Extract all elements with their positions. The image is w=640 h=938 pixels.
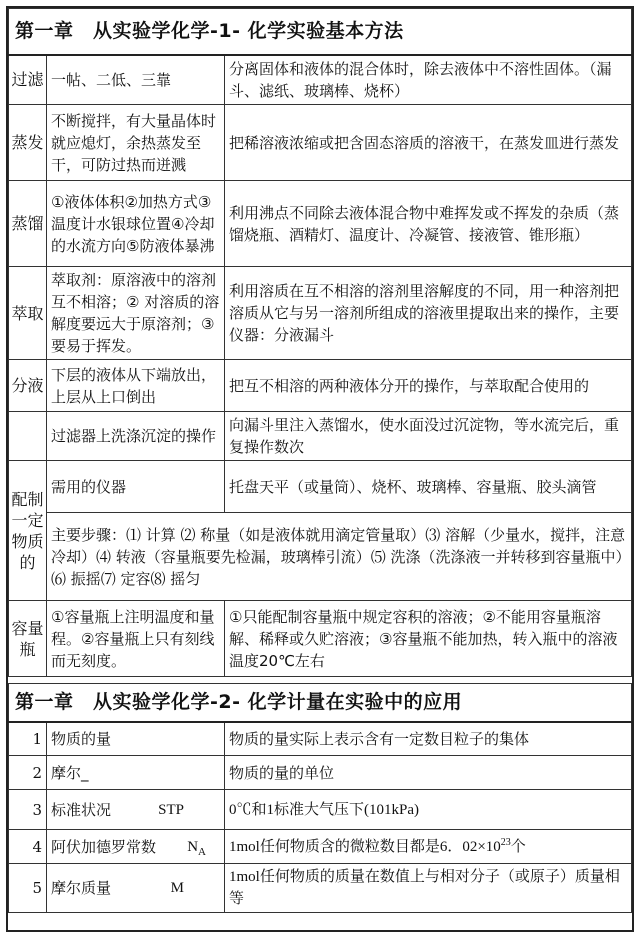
table-row (9, 267, 632, 360)
row-number: 5 (9, 864, 47, 913)
row-number: 3 (9, 790, 47, 830)
definition-text: 1mol任何物质含的微粒数目都是6．02×10 (229, 838, 501, 855)
term: 标准状况 (51, 800, 112, 819)
chapter1-table (8, 8, 632, 677)
row-description: ①只能配制容量瓶中规定容积的溶液；②不能用容量瓶溶解、稀释或久贮溶液；③容量瓶不能加热，转入瓶中的溶液温度20℃左右 (225, 601, 632, 677)
table-row (9, 55, 632, 105)
row-label: 蒸发 (9, 105, 47, 181)
term-abbreviation: STP (158, 801, 184, 818)
definition: 物质的量实际上表示含有一定数目粒子的集体 (225, 722, 632, 756)
table-row (9, 461, 632, 513)
term: 摩尔_ (51, 763, 89, 782)
row-label: 分液 (9, 360, 47, 412)
row-key-points: 不断搅拌，有大量晶体时就应熄灯，余热蒸发至干，可防过热而迸溅 (47, 105, 225, 181)
abbr-symbol: N (187, 838, 199, 855)
row-label: 容量瓶 (9, 601, 47, 677)
definition-tail: 个 (510, 838, 526, 855)
row-key-points: 萃取剂：原溶液中的溶剂互不相溶；② 对溶质的溶解度要远大于原溶剂；③ 要易于挥发。 (47, 267, 225, 360)
chapter2-table (8, 683, 632, 913)
row-number: 1 (9, 722, 47, 756)
table-row (9, 412, 632, 461)
definition (225, 830, 632, 864)
term-cell (47, 722, 225, 756)
instruments-label: 需用的仪器 (47, 461, 225, 513)
abbr-subscript: A (198, 845, 206, 858)
solution-prep-label: 配制一定物质的 (9, 461, 47, 601)
term-cell (47, 790, 225, 830)
definition: 物质的量的单位 (225, 756, 632, 790)
term: 物质的量 (51, 729, 112, 748)
row-description: 利用溶质在互不相溶的溶剂里溶解度的不同，用一种溶剂把溶质从它与另一溶剂所组成的溶液里提取出来的操作，主要仪器：分液漏斗 (225, 267, 632, 360)
row-label: 蒸馏 (9, 181, 47, 267)
chapter2-title: 第一章 从实验学化学-2- 化学计量在实验中的应用 (9, 684, 632, 722)
term-cell (47, 756, 225, 790)
row-description: 分离固体和液体的混合体时，除去液体中不溶性固体。（漏斗、滤纸、玻璃棒、烧杯） (225, 55, 632, 105)
row-label: 萃取 (9, 267, 47, 360)
table-row (9, 181, 632, 267)
table-row (9, 864, 632, 913)
row-key-points: ①液体体积②加热方式③温度计水银球位置④冷却的水流方向⑤防液体暴沸 (47, 181, 225, 267)
definition-exponent: 23 (500, 836, 511, 848)
chapter2-header-row (9, 684, 632, 722)
row-description: 向漏斗里注入蒸馏水，使水面没过沉淀物，等水流完后，重复操作数次 (225, 412, 632, 461)
notes-sheet (6, 6, 634, 932)
row-key-points: 一帖、二低、三靠 (47, 55, 225, 105)
definition: 1mol任何物质的质量在数值上与相对分子（或原子）质量相等 (225, 864, 632, 913)
table-row (9, 105, 632, 181)
row-description: 把互不相溶的两种液体分开的操作，与萃取配合使用的 (225, 360, 632, 412)
table-row (9, 601, 632, 677)
definition: 0℃和1标准大气压下(101kPa) (225, 790, 632, 830)
instruments-list: 托盘天平（或量筒）、烧杯、玻璃棒、容量瓶、胶头滴管 (225, 461, 632, 513)
term-cell (47, 830, 225, 864)
row-number: 2 (9, 756, 47, 790)
table-row (9, 513, 632, 601)
row-label: 过滤 (9, 55, 47, 105)
table-row (9, 360, 632, 412)
term: 摩尔质量 (51, 879, 112, 897)
chapter1-title: 第一章 从实验学化学-1- 化学实验基本方法 (9, 9, 632, 55)
table-row (9, 790, 632, 830)
table-row (9, 722, 632, 756)
term-abbreviation: M (170, 880, 184, 896)
table-row (9, 756, 632, 790)
term-abbreviation (187, 836, 220, 858)
row-description: 把稀溶液浓缩或把含固态溶质的溶液干，在蒸发皿进行蒸发 (225, 105, 632, 181)
row-label (9, 412, 47, 461)
table-row (9, 830, 632, 864)
solution-steps: 主要步骤：⑴ 计算 ⑵ 称量（如是液体就用滴定管量取）⑶ 溶解（少量水，搅拌，注意冷却）⑷ 转液（容量瓶要先检漏，玻璃棒引流）⑸ 洗涤（洗涤液一并转移到容量瓶中）⑹ 振摇⑺ 定容⑻ 摇匀 (47, 513, 632, 601)
term-cell (47, 864, 225, 913)
row-description: 利用沸点不同除去液体混合物中难挥发或不挥发的杂质（蒸馏烧瓶、酒精灯、温度计、冷凝管、接液管、锥形瓶） (225, 181, 632, 267)
chapter1-header-row (9, 9, 632, 55)
term: 阿伏加德罗常数 (51, 837, 157, 856)
row-key-points: 下层的液体从下端放出，上层从上口倒出 (47, 360, 225, 412)
row-key-points: ①容量瓶上注明温度和量程。②容量瓶上只有刻线而无刻度。 (47, 601, 225, 677)
row-key-points: 过滤器上洗涤沉淀的操作 (47, 412, 225, 461)
row-number: 4 (9, 830, 47, 864)
